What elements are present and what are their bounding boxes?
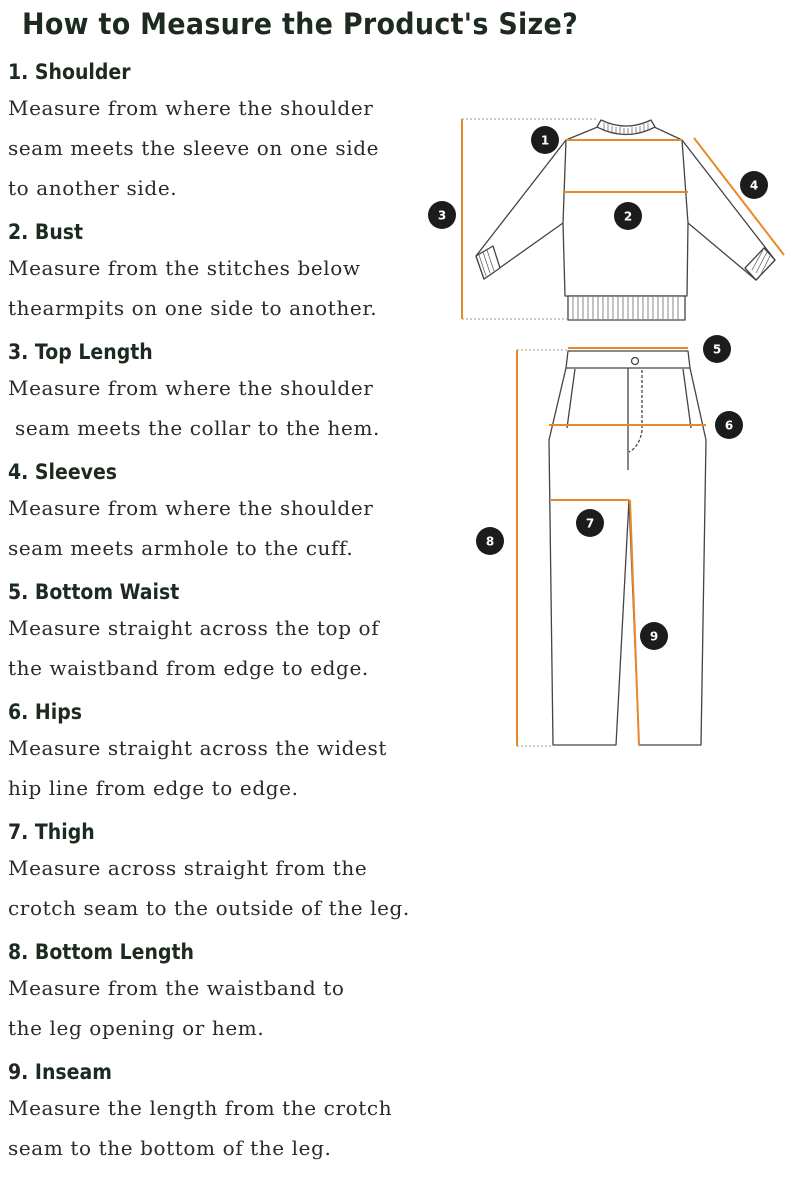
section-text-line: Measure the length from the crotch (8, 1096, 393, 1120)
section-heading: 6. Hips (8, 700, 82, 724)
page-title: How to Measure the Product's Size? (22, 7, 579, 41)
pants-illustration (549, 351, 706, 745)
section-heading: 9. Inseam (8, 1060, 112, 1084)
badge-2 (614, 202, 642, 230)
section-heading: 4. Sleeves (8, 460, 118, 484)
section-text-line: Measure from where the shoulder (8, 96, 374, 120)
badge-label: 8 (485, 534, 495, 549)
section-text-line: Measure from where the shoulder (8, 376, 374, 400)
section-text-line: seam to the bottom of the leg. (8, 1136, 332, 1160)
section-text-line: Measure across straight from the (8, 856, 368, 880)
badge-label: 5 (712, 342, 722, 357)
badge-3 (428, 201, 456, 229)
section-text-line: Measure straight across the widest (8, 736, 387, 760)
section-heading: 8. Bottom Length (8, 940, 194, 964)
badge-9 (640, 622, 668, 650)
badge-label: 9 (649, 629, 659, 644)
section-text-line: Measure from the waistband to (8, 976, 345, 1000)
section-text-line: the waistband from edge to edge. (8, 656, 369, 680)
badge-label: 6 (724, 418, 734, 433)
badge-1 (531, 126, 559, 154)
badge-label: 3 (437, 208, 447, 223)
section-heading: 2. Bust (8, 220, 84, 244)
section-text-line: seam meets the collar to the hem. (8, 416, 380, 440)
badge-7 (576, 509, 604, 537)
badge-4 (740, 171, 768, 199)
section-text-line: Measure from the stitches below (8, 256, 361, 280)
badge-6 (715, 411, 743, 439)
badge-8 (476, 527, 504, 555)
badge-label: 1 (540, 133, 550, 148)
section-text-line: to another side. (8, 176, 178, 200)
section-text-line: crotch seam to the outside of the leg. (8, 896, 410, 920)
section-text-line: the leg opening or hem. (8, 1016, 265, 1040)
section-text-line: thearmpits on one side to another. (8, 296, 378, 320)
section-heading: 1. Shoulder (8, 60, 131, 84)
badge-label: 2 (623, 209, 633, 224)
section-heading: 3. Top Length (8, 340, 153, 364)
badge-label: 4 (749, 178, 759, 193)
badge-label: 7 (585, 516, 595, 531)
section-text-line: Measure straight across the top of (8, 616, 380, 640)
badge-5 (703, 335, 731, 363)
section-text-line: hip line from edge to edge. (8, 776, 299, 800)
section-heading: 7. Thigh (8, 820, 95, 844)
section-text-line: Measure from where the shoulder (8, 496, 374, 520)
section-text-line: seam meets armhole to the cuff. (8, 536, 354, 560)
section-text-line: seam meets the sleeve on one side (8, 136, 380, 160)
section-heading: 5. Bottom Waist (8, 580, 180, 604)
